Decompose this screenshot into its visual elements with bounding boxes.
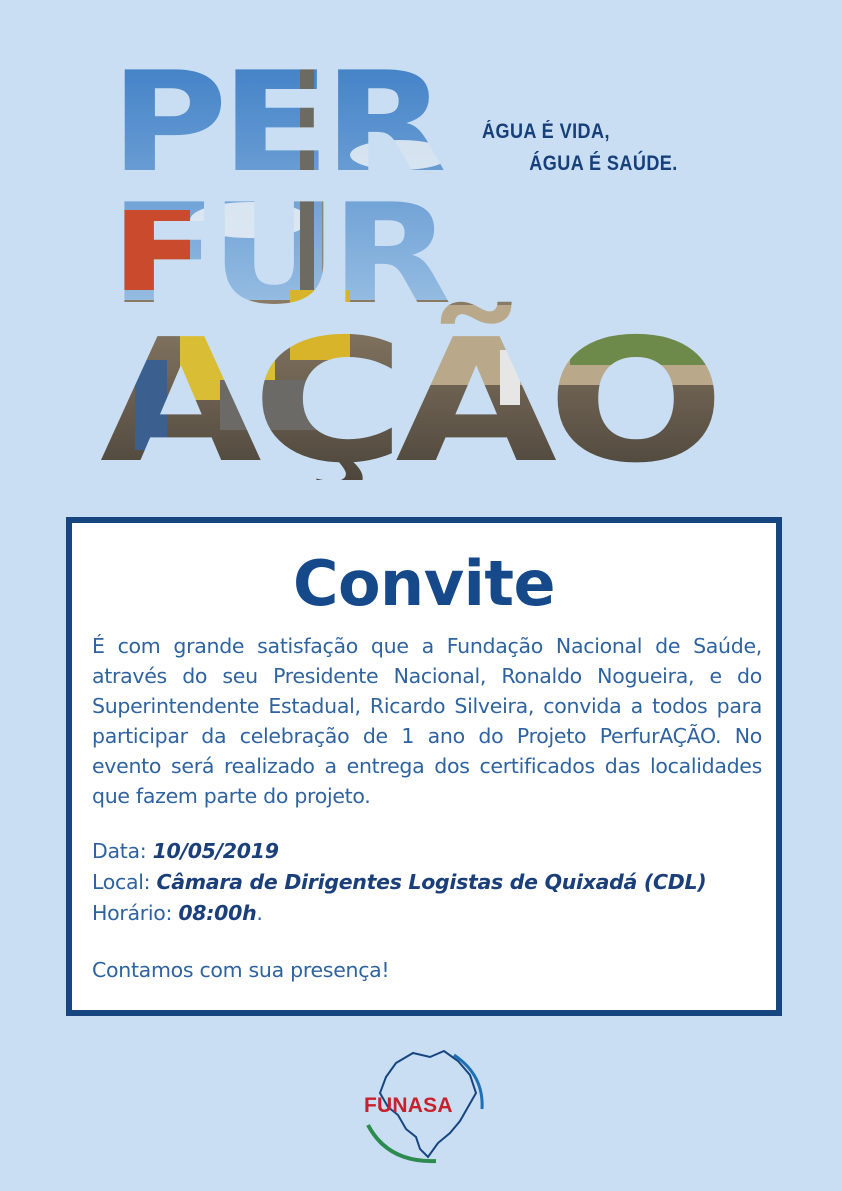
date-value: 10/05/2019 — [152, 839, 279, 863]
invitation-paragraph: É com grande satisfação que a Fundação Nacional de Saúde, através do seu Presidente Nacional, Ronaldo Nogueira, e do Superintendente Estadual, Ricardo Silveira, convida a todos para participar da celebração de 1 ano do Projeto PerfurAÇÃO. No evento será realizado a entrega dos certificados das localidades que fazem parte do projeto. — [92, 634, 762, 808]
funasa-logo-text: FUNASA — [364, 1094, 453, 1117]
perfuracao-photo-lettering — [100, 50, 730, 480]
funasa-logo — [358, 1045, 493, 1165]
date-label: Data: — [92, 839, 147, 863]
slogan-line-2: ÁGUA É SAÚDE. — [529, 152, 678, 175]
date-row — [92, 836, 706, 867]
closing-line: Contamos com sua presença! — [92, 958, 390, 982]
time-value: 08:00h — [178, 901, 257, 925]
slogan — [482, 116, 678, 180]
invitation-card — [66, 517, 782, 1016]
place-value: Câmara de Dirigentes Logistas de Quixadá (CDL) — [156, 870, 707, 894]
place-label: Local: — [92, 870, 151, 894]
time-suffix: . — [256, 901, 263, 925]
invitation-title: Convite — [292, 547, 556, 620]
slogan-line-1: ÁGUA É VIDA, — [482, 120, 610, 143]
time-row — [92, 898, 706, 929]
place-row — [92, 867, 706, 898]
event-details — [92, 836, 706, 929]
time-label: Horário: — [92, 901, 173, 925]
